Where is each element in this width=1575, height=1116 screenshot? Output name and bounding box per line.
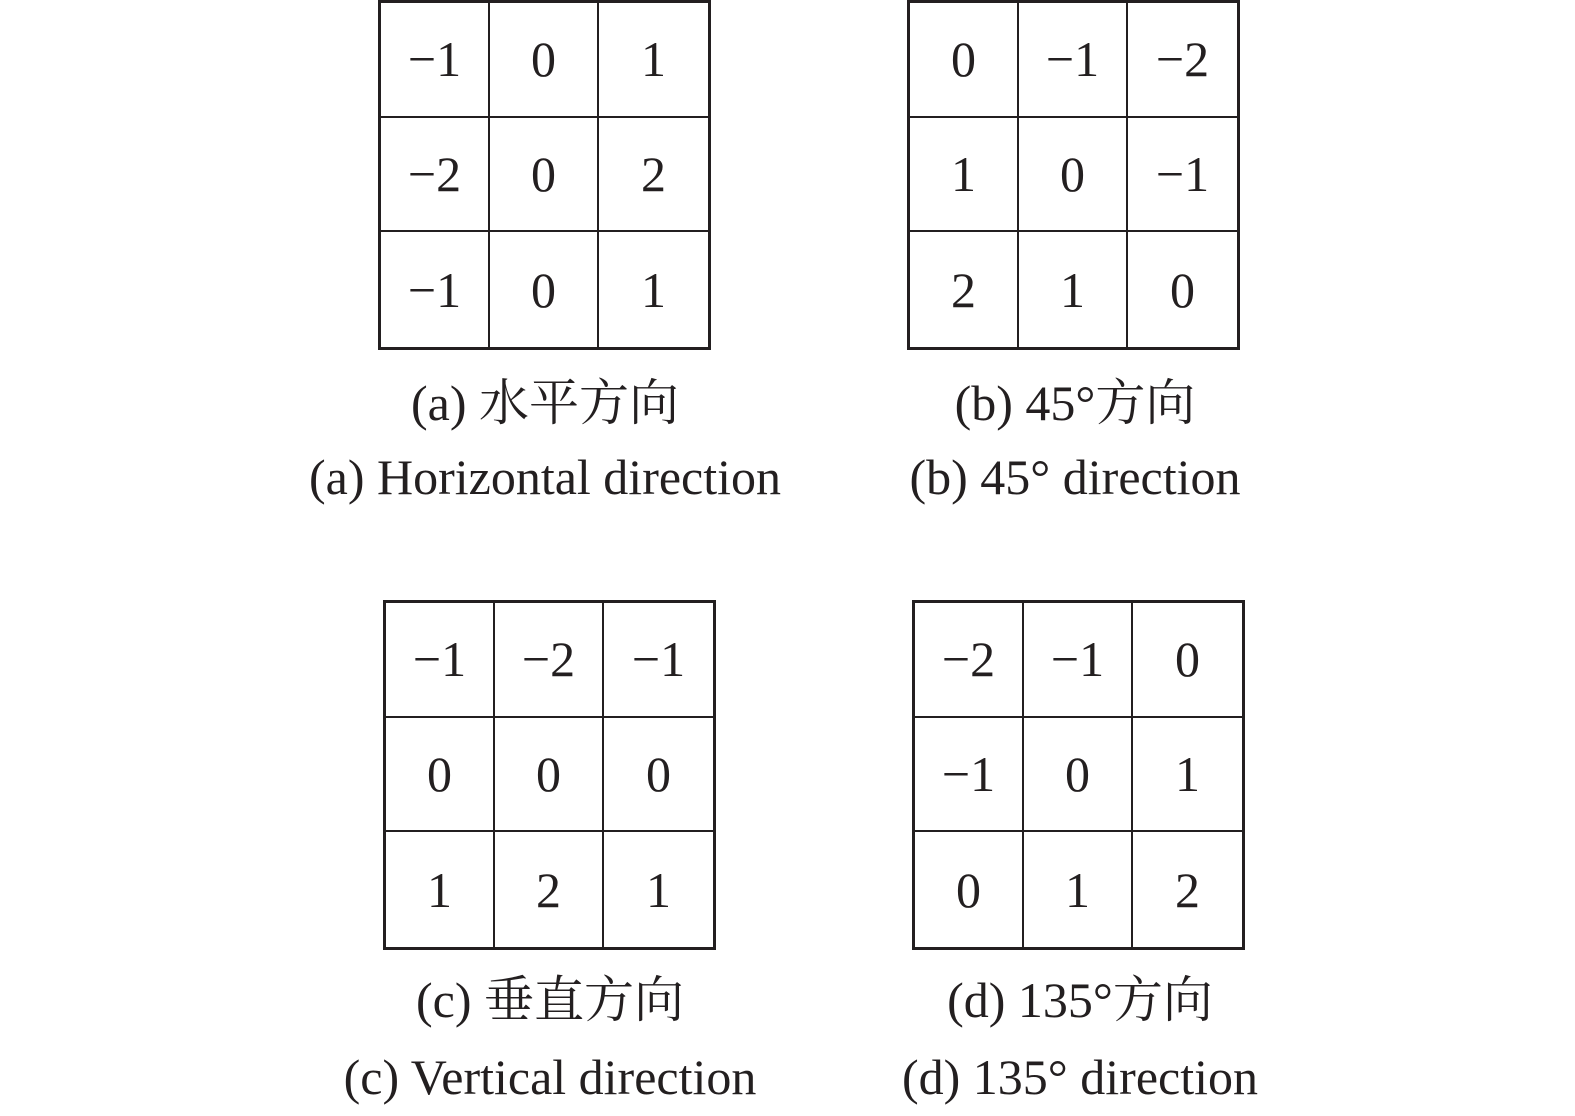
kernel-cell: 1 bbox=[1133, 718, 1242, 833]
kernel-cell: 0 bbox=[604, 718, 713, 833]
kernel-cell: −1 bbox=[604, 603, 713, 718]
caption-cn: (c) 垂直方向 bbox=[416, 972, 684, 1028]
kernel-cell: 0 bbox=[1170, 261, 1195, 318]
kernel-grid-vertical bbox=[383, 600, 716, 950]
kernel-cell: −1 bbox=[381, 232, 490, 347]
kernel-grid-45-degree bbox=[907, 0, 1240, 350]
kernel-cell: 0 bbox=[386, 718, 495, 833]
kernel-cell: 2 bbox=[910, 232, 1019, 347]
kernel-cell: −2 bbox=[1128, 3, 1237, 118]
kernel-cell: −1 bbox=[1019, 3, 1128, 118]
caption-cn: (b) 45°方向 bbox=[954, 375, 1196, 431]
kernel-cell: 0 bbox=[495, 718, 604, 833]
kernel-cell: 1 bbox=[641, 261, 666, 318]
caption-en: (b) 45° direction bbox=[909, 449, 1241, 505]
caption-cn: (a) 水平方向 bbox=[411, 375, 679, 431]
kernel-cell: 1 bbox=[386, 832, 495, 947]
caption-en: (d) 135° direction bbox=[901, 1049, 1258, 1105]
kernel-cell: 1 bbox=[646, 861, 671, 918]
kernel-cell: −1 bbox=[1128, 118, 1237, 233]
kernel-cell: 2 bbox=[599, 118, 708, 233]
kernel-cell: −2 bbox=[915, 603, 1024, 718]
kernel-cell: 2 bbox=[1175, 861, 1200, 918]
kernel-cell: 0 bbox=[490, 232, 599, 347]
kernel-cell: 0 bbox=[1024, 718, 1133, 833]
kernel-cell: 0 bbox=[1019, 118, 1128, 233]
kernel-cell: 1 bbox=[1019, 232, 1128, 347]
kernel-cell: −1 bbox=[915, 718, 1024, 833]
caption-cn: (d) 135°方向 bbox=[947, 972, 1213, 1028]
caption-en: (c) Vertical direction bbox=[343, 1049, 757, 1105]
kernel-cell: −1 bbox=[381, 3, 490, 118]
kernel-cell: −2 bbox=[381, 118, 490, 233]
kernel-cell: 0 bbox=[490, 3, 599, 118]
kernel-cell: 0 bbox=[915, 832, 1024, 947]
kernel-cell: 0 bbox=[910, 3, 1019, 118]
kernel-cell: 0 bbox=[1133, 603, 1242, 718]
kernel-cell: 0 bbox=[490, 118, 599, 233]
kernel-grid-horizontal bbox=[378, 0, 711, 350]
kernel-cell: −1 bbox=[1024, 603, 1133, 718]
kernel-cell: 1 bbox=[910, 118, 1019, 233]
kernel-cell: 1 bbox=[599, 3, 708, 118]
kernel-grid-135-degree bbox=[912, 600, 1245, 950]
kernel-cell: −2 bbox=[495, 603, 604, 718]
kernel-cell: 1 bbox=[1024, 832, 1133, 947]
kernel-cell: 2 bbox=[495, 832, 604, 947]
kernel-cell: −1 bbox=[386, 603, 495, 718]
caption-en: (a) Horizontal direction bbox=[308, 449, 782, 505]
